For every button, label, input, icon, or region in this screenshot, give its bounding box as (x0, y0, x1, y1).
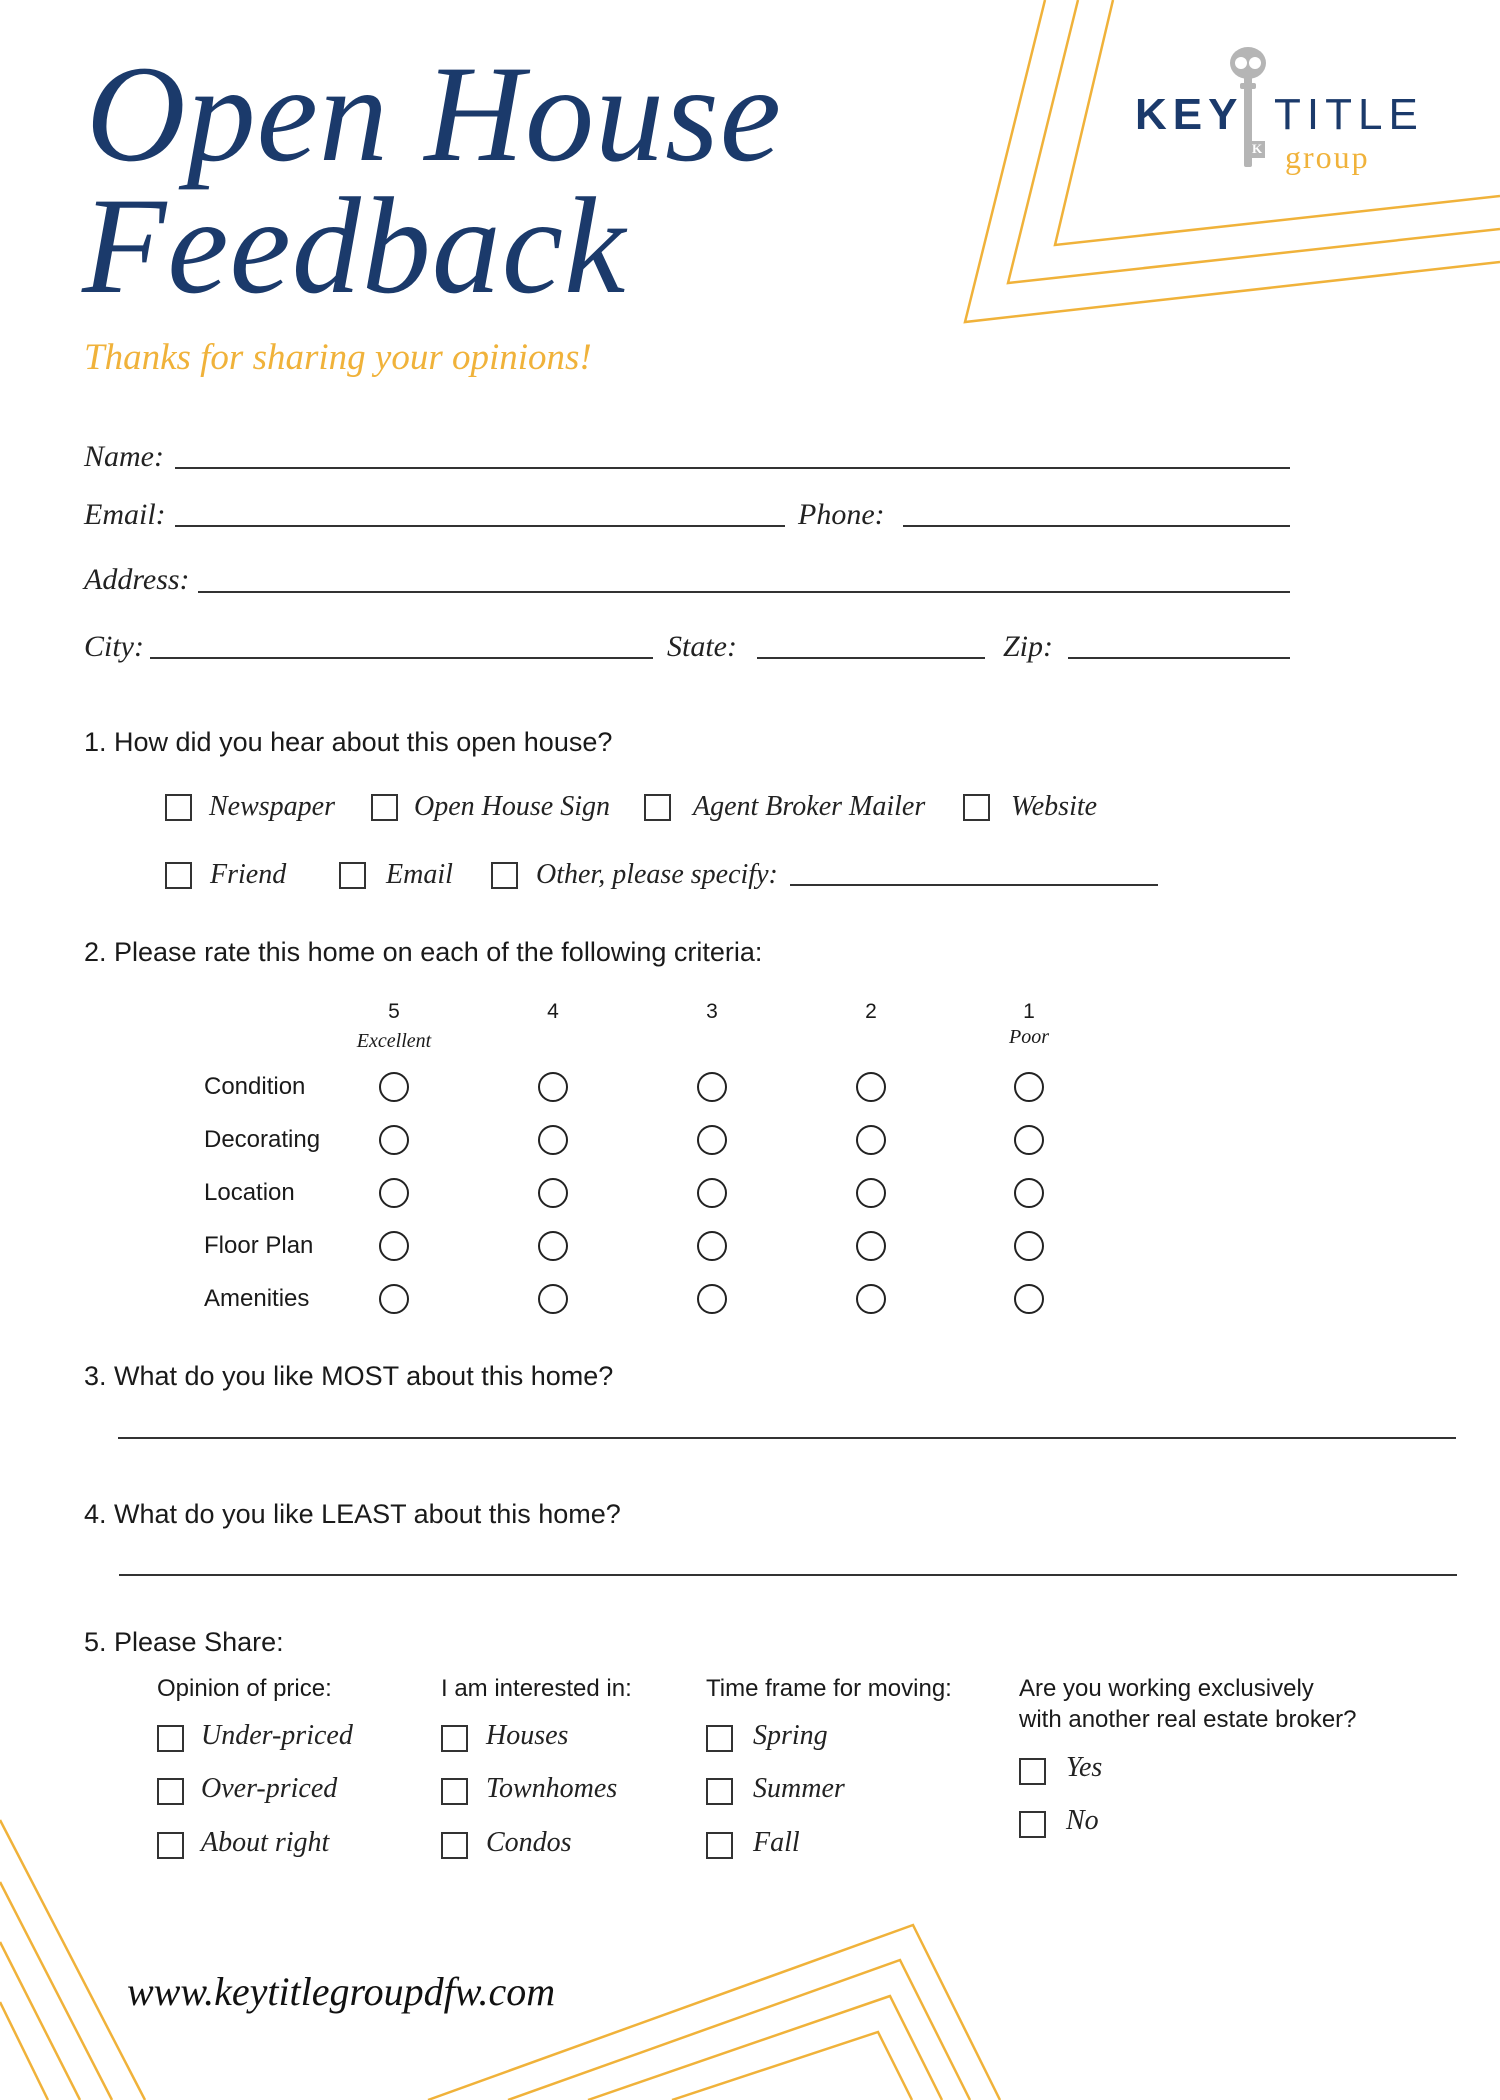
key-letter: K (1252, 141, 1263, 156)
checkbox-condos[interactable] (441, 1832, 468, 1859)
radio-location-4[interactable] (538, 1178, 568, 1208)
checkbox-spring[interactable] (706, 1725, 733, 1752)
logo-word-group: group (1285, 139, 1370, 175)
radio-decorating-5[interactable] (379, 1125, 409, 1155)
radio-location-2[interactable] (856, 1178, 886, 1208)
checkbox-fall[interactable] (706, 1832, 733, 1859)
radio-amenities-5[interactable] (379, 1284, 409, 1314)
question-2: 2. Please rate this home on each of the following criteria: (84, 937, 763, 967)
checkbox-houses[interactable] (441, 1725, 468, 1752)
logo-word-title: TITLE (1274, 90, 1424, 139)
radio-floor-plan-4[interactable] (538, 1231, 568, 1261)
scale-excellent-label: Excellent (356, 1030, 432, 1052)
share-heading-interest: I am interested in: (441, 1675, 632, 1702)
checkbox-agent-broker-mailer[interactable] (644, 794, 671, 821)
address-field[interactable] (198, 591, 1290, 593)
checkbox-other[interactable] (491, 862, 518, 889)
checkbox-yes[interactable] (1019, 1758, 1046, 1785)
checkbox-under-priced[interactable] (157, 1725, 184, 1752)
radio-condition-1[interactable] (1014, 1072, 1044, 1102)
option-friend: Friend (210, 859, 287, 890)
email-label: Email: (84, 498, 166, 531)
option-over-priced: Over-priced (201, 1773, 338, 1804)
zip-field[interactable] (1068, 657, 1290, 659)
checkbox-summer[interactable] (706, 1778, 733, 1805)
question-5: 5. Please Share: (84, 1627, 284, 1657)
option-no: No (1066, 1805, 1099, 1836)
scale-2: 2 (865, 1000, 877, 1023)
question-4: 4. What do you like LEAST about this home? (84, 1499, 621, 1529)
radio-condition-2[interactable] (856, 1072, 886, 1102)
phone-field[interactable] (903, 525, 1290, 527)
radio-amenities-1[interactable] (1014, 1284, 1044, 1314)
like-most-field[interactable] (118, 1437, 1456, 1439)
question-3: 3. What do you like MOST about this home? (84, 1361, 614, 1391)
bottom-left-line-4 (0, 2002, 48, 2100)
address-label: Address: (84, 563, 190, 596)
bottom-left-line-3 (0, 1942, 80, 2100)
radio-decorating-4[interactable] (538, 1125, 568, 1155)
criterion-decorating: Decorating (204, 1126, 321, 1153)
logo-word-key: KEY (1135, 90, 1244, 139)
option-email: Email (386, 859, 453, 890)
radio-decorating-2[interactable] (856, 1125, 886, 1155)
bottom-left-line-1 (0, 1820, 145, 2100)
checkbox-over-priced[interactable] (157, 1778, 184, 1805)
like-least-field[interactable] (119, 1574, 1457, 1576)
option-about-right: About right (201, 1827, 330, 1858)
share-heading-broker-line2: with another real estate broker? (1019, 1706, 1357, 1733)
option-townhomes: Townhomes (486, 1773, 618, 1804)
name-label: Name: (84, 440, 164, 473)
criterion-location: Location (204, 1179, 295, 1206)
radio-location-1[interactable] (1014, 1178, 1044, 1208)
checkbox-friend[interactable] (165, 862, 192, 889)
option-fall: Fall (753, 1827, 800, 1858)
scale-poor-label: Poor (1009, 1026, 1049, 1048)
checkbox-newspaper[interactable] (165, 794, 192, 821)
share-heading-timeframe: Time frame for moving: (706, 1675, 952, 1702)
radio-decorating-3[interactable] (697, 1125, 727, 1155)
other-specify-field[interactable] (790, 884, 1158, 886)
option-agent-broker-mailer: Agent Broker Mailer (693, 791, 926, 822)
checkbox-email[interactable] (339, 862, 366, 889)
state-field[interactable] (757, 657, 985, 659)
key-title-logo (1135, 45, 1424, 175)
bottom-left-line-2 (0, 1882, 112, 2100)
radio-amenities-2[interactable] (856, 1284, 886, 1314)
option-houses: Houses (486, 1720, 569, 1751)
option-open-house-sign: Open House Sign (414, 791, 610, 822)
radio-location-5[interactable] (379, 1178, 409, 1208)
radio-condition-3[interactable] (697, 1072, 727, 1102)
option-condos: Condos (486, 1827, 572, 1858)
city-label: City: (84, 630, 144, 663)
criterion-condition: Condition (204, 1073, 306, 1100)
checkbox-no[interactable] (1019, 1811, 1046, 1838)
page-subtitle: Thanks for sharing your opinions! (84, 337, 592, 378)
option-summer: Summer (753, 1773, 845, 1804)
scale-5: 5 (388, 1000, 400, 1023)
option-spring: Spring (753, 1720, 828, 1751)
city-field[interactable] (150, 657, 653, 659)
bottom-chevron-4 (672, 2032, 912, 2100)
scale-4: 4 (547, 1000, 559, 1023)
key-graphic (1228, 45, 1268, 170)
checkbox-website[interactable] (963, 794, 990, 821)
bottom-chevron-2 (508, 1960, 970, 2100)
radio-amenities-3[interactable] (697, 1284, 727, 1314)
radio-floor-plan-3[interactable] (697, 1231, 727, 1261)
email-field[interactable] (175, 525, 785, 527)
option-website: Website (1011, 791, 1098, 822)
option-newspaper: Newspaper (209, 791, 335, 822)
option-other: Other, please specify: (536, 859, 778, 890)
website-url[interactable]: www.keytitlegroupdfw.com (127, 1969, 556, 2014)
scale-1: 1 (1023, 1000, 1035, 1023)
option-yes: Yes (1066, 1752, 1103, 1783)
radio-location-3[interactable] (697, 1178, 727, 1208)
page-title-line1: Open House (86, 37, 783, 190)
checkbox-about-right[interactable] (157, 1832, 184, 1859)
question-1: 1. How did you hear about this open house? (84, 727, 613, 757)
zip-label: Zip: (1003, 630, 1054, 663)
radio-condition-4[interactable] (538, 1072, 568, 1102)
criterion-floor-plan: Floor Plan (204, 1232, 314, 1259)
radio-amenities-4[interactable] (538, 1284, 568, 1314)
phone-label: Phone: (798, 498, 885, 531)
radio-condition-5[interactable] (379, 1072, 409, 1102)
page-title-line2: Feedback (82, 169, 627, 322)
radio-decorating-1[interactable] (1014, 1125, 1044, 1155)
criterion-amenities: Amenities (204, 1285, 310, 1312)
checkbox-open-house-sign[interactable] (371, 794, 398, 821)
bottom-chevron-3 (588, 1996, 942, 2100)
checkbox-townhomes[interactable] (441, 1778, 468, 1805)
radio-floor-plan-1[interactable] (1014, 1231, 1044, 1261)
share-heading-broker-line1: Are you working exclusively (1019, 1675, 1314, 1702)
option-under-priced: Under-priced (201, 1720, 353, 1751)
name-field[interactable] (175, 467, 1290, 469)
share-heading-price: Opinion of price: (157, 1675, 332, 1702)
state-label: State: (667, 630, 737, 663)
scale-3: 3 (706, 1000, 718, 1023)
radio-floor-plan-2[interactable] (856, 1231, 886, 1261)
radio-floor-plan-5[interactable] (379, 1231, 409, 1261)
